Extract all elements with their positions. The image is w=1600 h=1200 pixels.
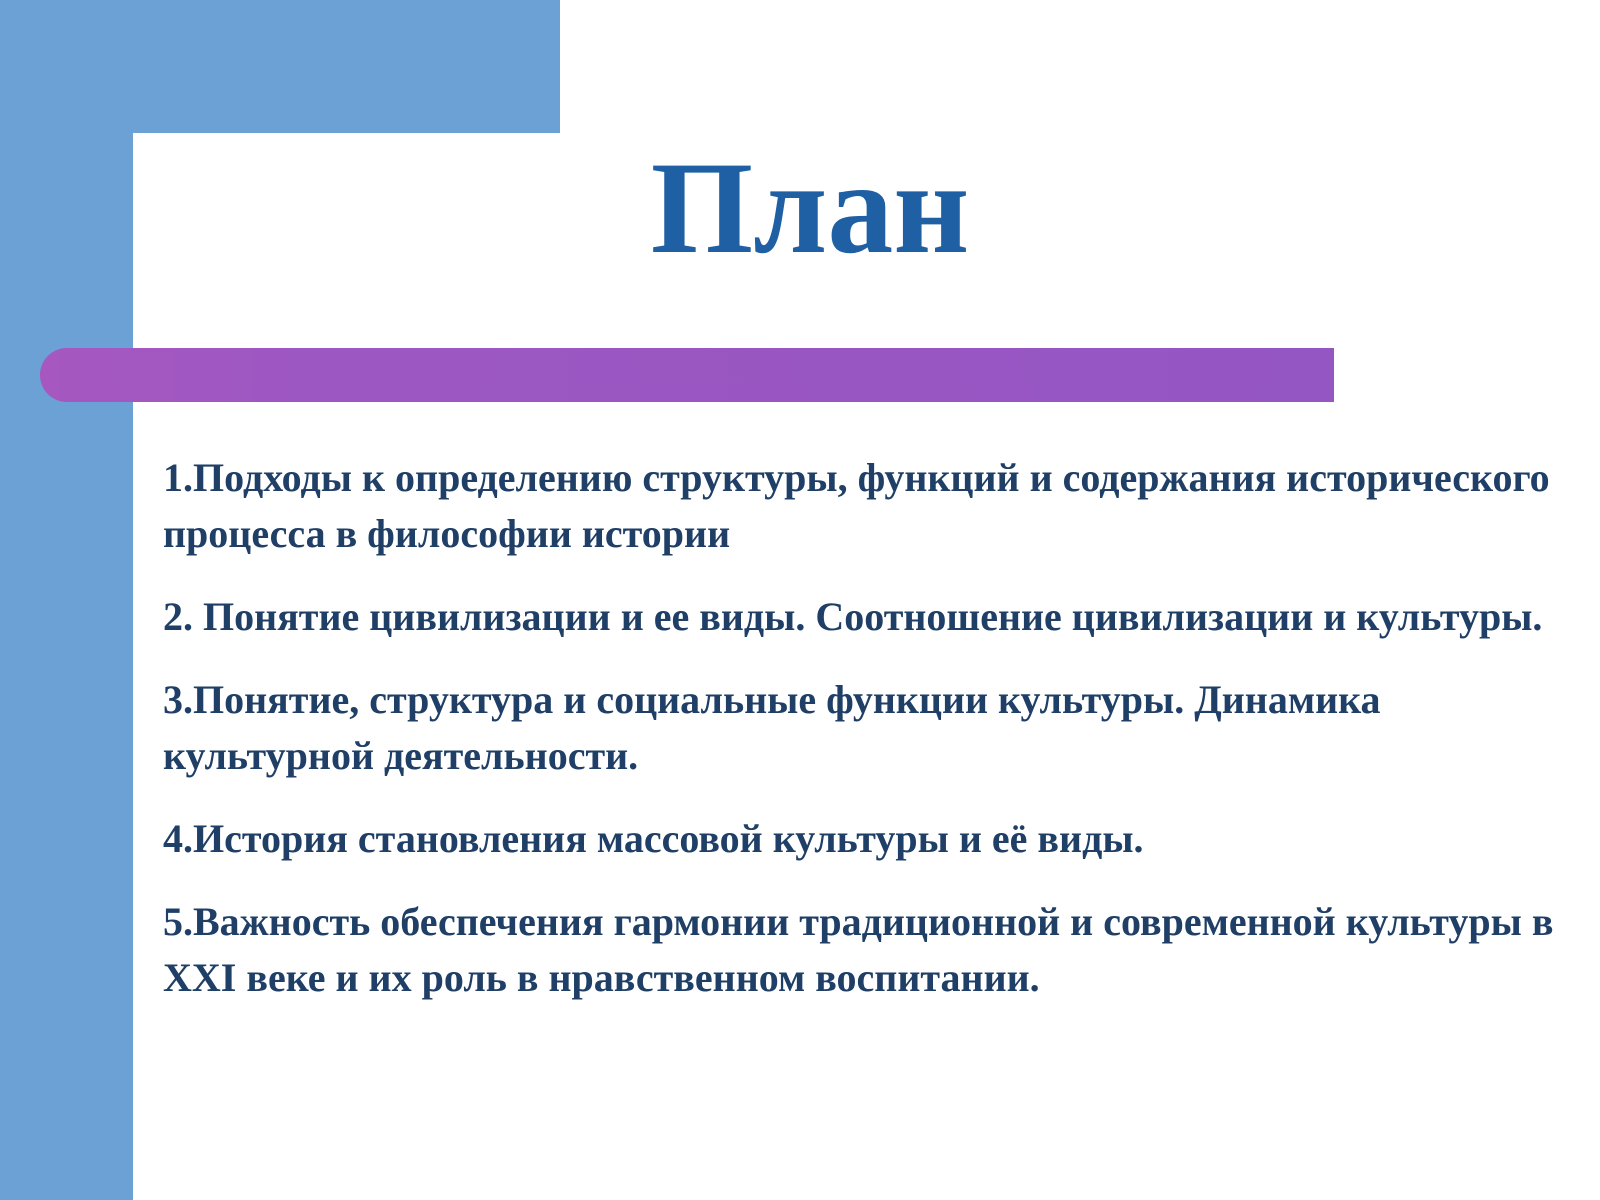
plan-item-1: 1.Подходы к определению структуры, функций и содержания исторического процесса в философии истории bbox=[163, 455, 1550, 556]
plan-item-5: 5.Важность обеспечения гармонии традиционной и современной культуры в XXI веке и их роль в нравственном воспитании. bbox=[163, 899, 1554, 1000]
plan-item-3: 3.Понятие, структура и социальные функции культуры. Динамика культурной деятельности. bbox=[163, 677, 1381, 778]
top-blue-band bbox=[0, 0, 560, 133]
plan-item-2: 2. Понятие цивилизации и ее виды. Соотношение цивилизации и культуры. bbox=[163, 594, 1543, 639]
left-blue-band bbox=[0, 0, 133, 1200]
slide-title: План bbox=[650, 134, 970, 281]
plan-list bbox=[163, 450, 1563, 1006]
purple-accent-bar bbox=[40, 348, 1334, 402]
plan-item-4: 4.История становления массовой культуры и её виды. bbox=[163, 816, 1144, 861]
